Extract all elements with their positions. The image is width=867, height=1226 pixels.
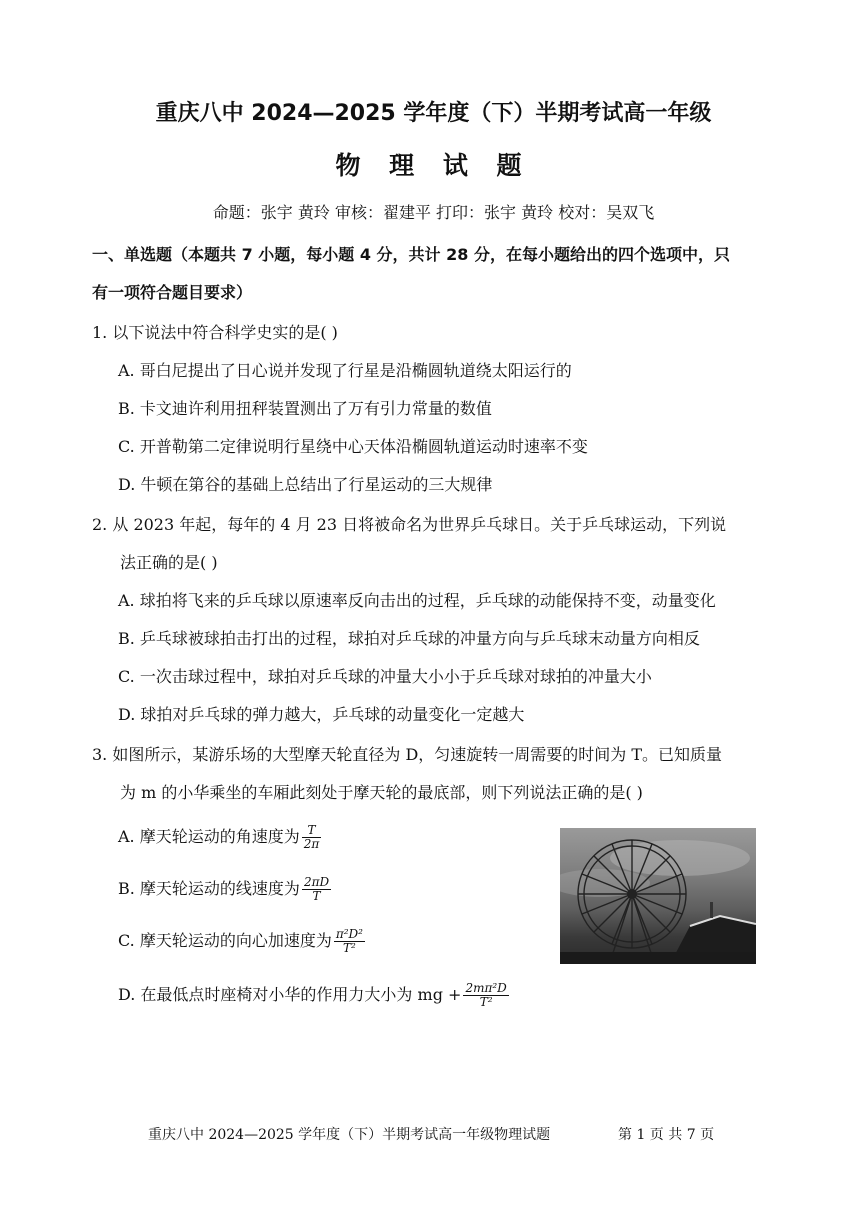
question-1-stem: 1. 以下说法中符合科学史实的是( )	[92, 323, 338, 342]
exam-title: 重庆八中 2024—2025 学年度（下）半期考试高一年级	[155, 101, 712, 126]
fraction-denominator: T²	[479, 995, 493, 1009]
fraction-numerator: 2πD	[303, 875, 330, 889]
option-d-fraction	[463, 982, 508, 1009]
subject-title: 物 理 试 题	[335, 151, 532, 180]
option-b-text: B. 摩天轮运动的线速度为	[118, 879, 300, 898]
question-1-option-d: D. 牛顿在第谷的基础上总结出了行星运动的三大规律	[118, 475, 493, 494]
fraction-denominator: T²	[343, 941, 356, 955]
page-number: 第 1 页 共 7 页	[618, 1127, 715, 1143]
option-a-fraction	[302, 824, 322, 851]
fraction-numerator: 2mπ²D	[465, 981, 507, 995]
question-3-stem-line2: 为 m 的小华乘坐的车厢此刻处于摩天轮的最底部，则下列说法正确的是( )	[120, 783, 643, 802]
section-heading-line1: 一、单选题（本题共 7 小题，每小题 4 分，共计 28 分，在每小题给出的四个选项中，只	[92, 245, 730, 264]
fraction-denominator: 2π	[303, 837, 320, 851]
question-3-option-c	[118, 928, 365, 955]
question-3-stem-line1: 3. 如图所示，某游乐场的大型摩天轮直径为 D，匀速旋转一周需要的时间为 T。已知质量	[92, 745, 723, 764]
ferris-wheel-photo	[560, 828, 756, 964]
footer-text: 重庆八中 2024—2025 学年度（下）半期考试高一年级物理试题	[148, 1127, 551, 1143]
ferris-wheel-illustration	[560, 828, 756, 964]
fraction-numerator: T	[302, 824, 322, 838]
question-2-stem-line2: 法正确的是( )	[120, 553, 218, 572]
question-1-option-a: A. 哥白尼提出了日心说并发现了行星是沿椭圆轨道绕太阳运行的	[118, 361, 572, 380]
question-1-option-c: C. 开普勒第二定律说明行星绕中心天体沿椭圆轨道运动时速率不变	[118, 437, 588, 456]
fraction-numerator: π²D²	[335, 927, 363, 941]
fraction-denominator: T	[312, 889, 321, 903]
question-2-option-d: D. 球拍对乒乓球的弹力越大，乒乓球的动量变化一定越大	[118, 705, 525, 724]
question-3-option-a	[118, 824, 321, 851]
question-1-option-b: B. 卡文迪许利用扭秤装置测出了万有引力常量的数值	[118, 399, 492, 418]
option-c-fraction	[334, 928, 365, 955]
question-2-option-a: A. 球拍将飞来的乒乓球以原速率反向击出的过程，乒乓球的动能保持不变，动量变化	[118, 591, 716, 610]
question-2-option-b: B. 乒乓球被球拍击打出的过程，球拍对乒乓球的冲量方向与乒乓球末动量方向相反	[118, 629, 700, 648]
question-3-option-b	[118, 876, 331, 903]
staff-line: 命题：张宇 黄玲 审核：翟建平 打印：张宇 黄玲 校对：吴双飞	[212, 203, 655, 222]
question-2-stem-line1: 2. 从 2023 年起，每年的 4 月 23 日将被命名为世界乒乓球日。关于乒乓球运动，下列说	[92, 515, 727, 534]
section-heading-line2: 有一项符合题目要求）	[92, 283, 253, 302]
option-b-fraction	[302, 876, 331, 903]
option-c-text: C. 摩天轮运动的向心加速度为	[118, 931, 332, 950]
question-2-option-c: C. 一次击球过程中，球拍对乒乓球的冲量大小小于乒乓球对球拍的冲量大小	[118, 667, 652, 686]
option-a-text: A. 摩天轮运动的角速度为	[118, 827, 300, 846]
option-d-text: D. 在最低点时座椅对小华的作用力大小为 mg +	[118, 985, 462, 1004]
question-3-option-d	[118, 982, 509, 1009]
